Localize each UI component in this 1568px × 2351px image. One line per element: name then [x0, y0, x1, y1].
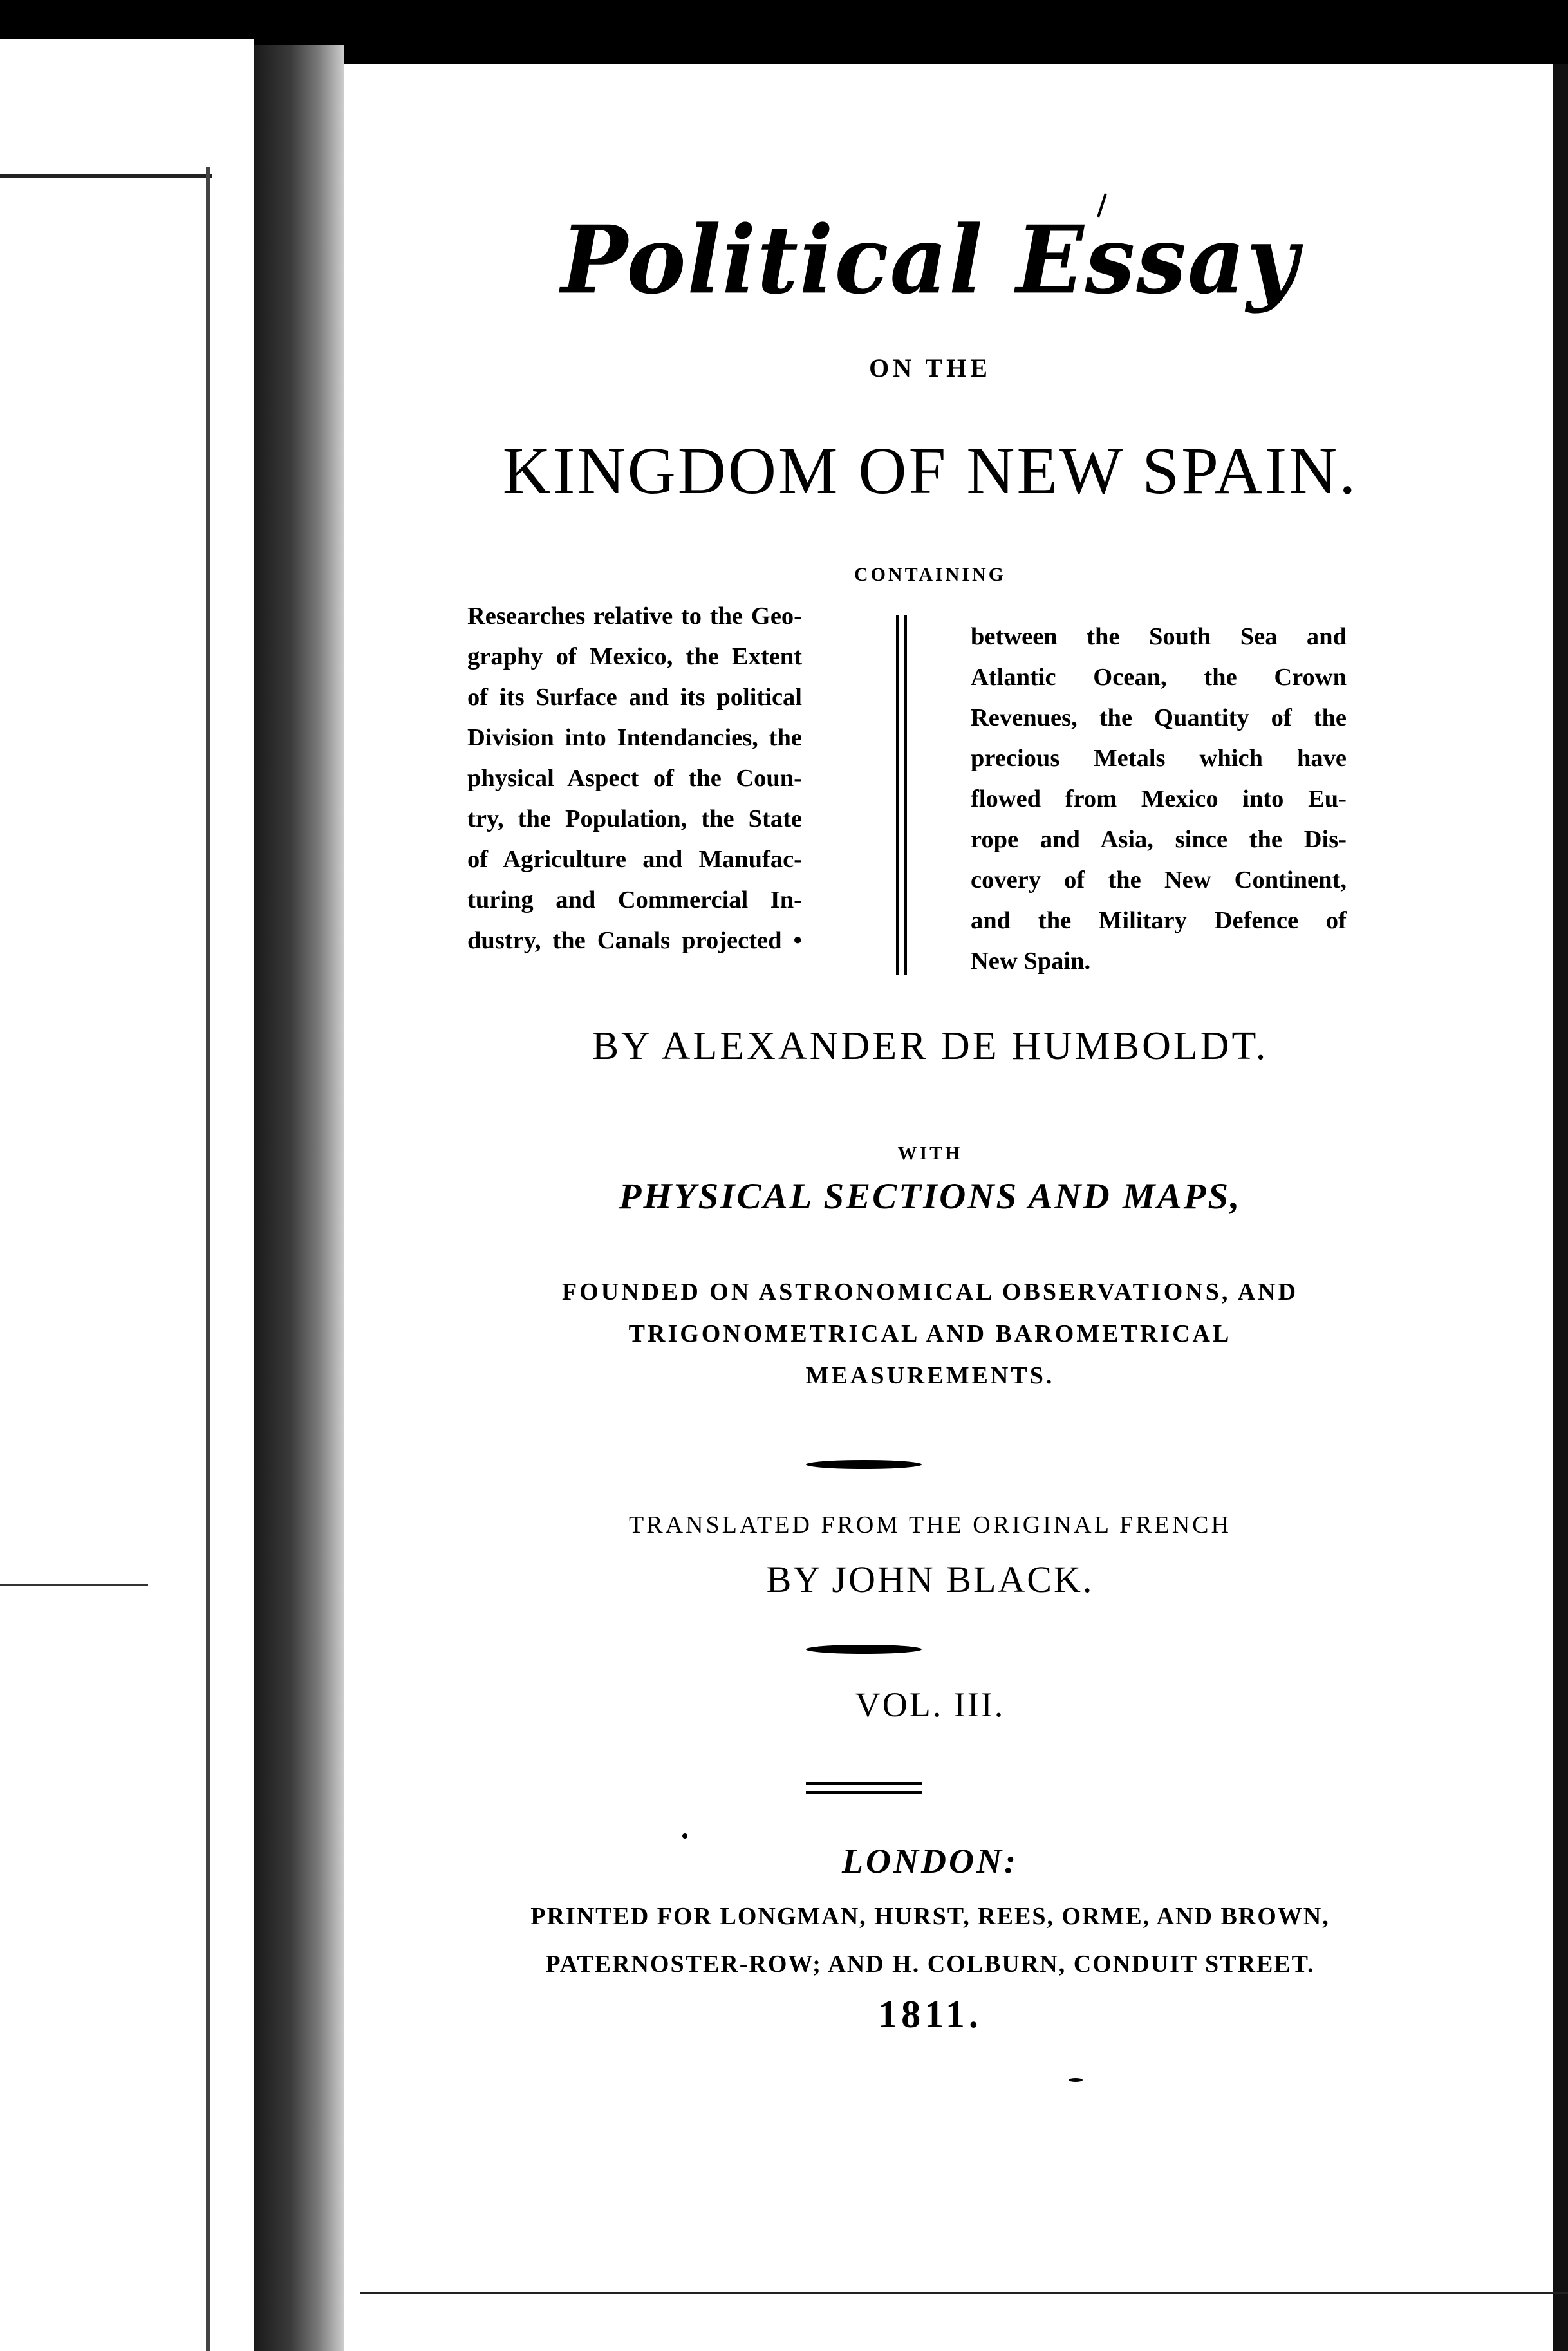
imprint-year: 1811.: [878, 1993, 982, 2036]
facing-page-rule: [0, 174, 212, 178]
contents-line: dustry, the Canals projected •: [467, 927, 802, 954]
founded-block: [360, 1271, 1500, 1397]
contents-right-column: [971, 617, 1347, 982]
contents-line: of Agriculture and Manufac-: [467, 846, 802, 873]
containing-label: CONTAINING: [854, 564, 1007, 585]
volume-number: VOL. III.: [855, 1685, 1005, 1724]
contents-line: turing and Commercial In-: [467, 886, 802, 913]
ornamental-rule: [806, 1460, 922, 1469]
publisher-line: PRINTED FOR LONGMAN, HURST, REES, ORME, AND BROWN,: [530, 1903, 1330, 1930]
book-title: Political Essay: [561, 204, 1300, 315]
double-rule-top: [806, 1782, 922, 1785]
title-page-content: [360, 0, 1500, 2351]
author-line: BY ALEXANDER DE HUMBOLDT.: [592, 1024, 1269, 1068]
contents-line: Division into Intendancies, the: [467, 724, 802, 751]
contents-line: and the Military Defence of: [971, 907, 1347, 934]
contents-line: rope and Asia, since the Dis-: [971, 826, 1347, 853]
imprint-publisher: [360, 1893, 1500, 1988]
contents-line: precious Metals which have: [971, 745, 1347, 772]
contents-line: covery of the New Continent,: [971, 866, 1347, 894]
founded-line: MEASUREMENTS.: [805, 1362, 1055, 1389]
contents-line: physical Aspect of the Coun-: [467, 765, 802, 792]
title-connector: ON THE: [869, 353, 991, 382]
sections-line: PHYSICAL SECTIONS AND MAPS,: [619, 1176, 1242, 1217]
book-gutter-shadow: [254, 45, 344, 2351]
founded-line: FOUNDED ON ASTRONOMICAL OBSERVATIONS, AND: [561, 1279, 1299, 1306]
imprint-city: LONDON:: [842, 1842, 1018, 1880]
contents-left-column: [467, 596, 802, 961]
ornamental-rule: [806, 1645, 922, 1654]
column-divider: [904, 615, 907, 975]
book-subject-title: KINGDOM OF NEW SPAIN.: [502, 434, 1358, 508]
contents-line: try, the Population, the State: [467, 805, 802, 832]
double-rule-bottom: [806, 1791, 922, 1794]
contents-line: between the South Sea and: [971, 623, 1347, 650]
with-label: WITH: [897, 1143, 963, 1164]
facing-page-edge: [0, 39, 254, 2351]
translation-note: TRANSLATED FROM THE ORIGINAL FRENCH: [629, 1512, 1231, 1539]
contents-line: Atlantic Ocean, the Crown: [971, 664, 1347, 691]
publisher-line: PATERNOSTER-ROW; AND H. COLBURN, CONDUIT STREET.: [545, 1951, 1315, 1978]
contents-line: Researches relative to the Geo-: [467, 603, 802, 630]
scan-right-border: [1553, 64, 1568, 2351]
contents-line: New Spain.: [971, 948, 1091, 975]
ink-speck: [1069, 2078, 1083, 2082]
ink-speck: [682, 1833, 687, 1839]
contents-line: of its Surface and its political: [467, 684, 802, 711]
facing-page-mark: [0, 1584, 148, 1586]
contents-line: flowed from Mexico into Eu-: [971, 785, 1347, 812]
facing-page-fold: [206, 167, 210, 2351]
contents-line: graphy of Mexico, the Extent: [467, 643, 802, 670]
translator-line: BY JOHN BLACK.: [766, 1559, 1094, 1600]
column-divider: [896, 615, 899, 975]
contents-line: Revenues, the Quantity of the: [971, 704, 1347, 731]
founded-line: TRIGONOMETRICAL AND BAROMETRICAL: [628, 1320, 1232, 1347]
